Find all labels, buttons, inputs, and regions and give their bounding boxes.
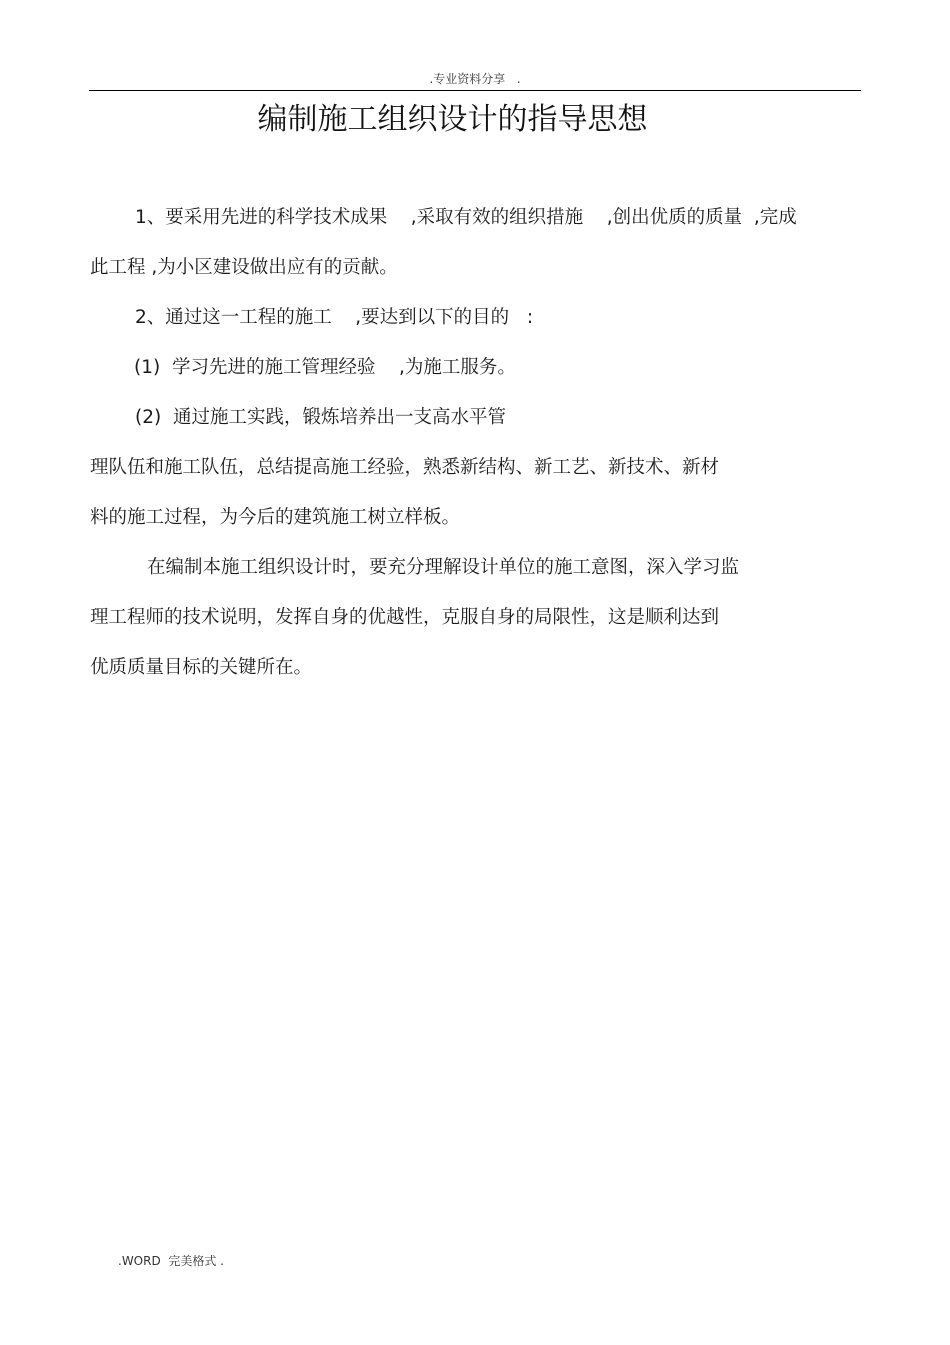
header-divider — [89, 90, 861, 91]
list-item-2-line-2: 理队伍和施工队伍，总结提高施工经验，熟悉新结构、新工艺、新技术、新材 — [90, 457, 720, 478]
paragraph-3-line-1: 在编制本施工组织设计时，要充分理解设计单位的施工意图，深入学习监 — [147, 557, 740, 578]
list-item-2-line-1: (2) 通过施工实践，锻炼培养出一支高水平管 — [135, 407, 506, 428]
paragraph-3-line-2: 理工程师的技术说明，发挥自身的优越性，克服自身的局限性，这是顺利达到 — [90, 607, 720, 628]
paragraph-1-line-1: 1、要采用先进的科学技术成果 ,采取有效的组织措施 ,创出优质的质量 ,完成 — [135, 207, 797, 228]
paragraph-1-line-2: 此工程 ,为小区建设做出应有的贡献。 — [90, 257, 398, 278]
page-header: .专业资料分享 . — [429, 72, 521, 86]
page-footer: .WORD 完美格式 . — [118, 1254, 224, 1268]
paragraph-3-line-3: 优质质量目标的关键所在。 — [90, 657, 313, 678]
list-item-2-line-3: 料的施工过程，为今后的建筑施工树立样板。 — [90, 507, 461, 528]
paragraph-2: 2、通过这一工程的施工 ,要达到以下的目的 : — [135, 307, 534, 328]
document-title: 编制施工组织设计的指导思想 — [257, 102, 648, 137]
list-item-1: (1) 学习先进的施工管理经验 ,为施工服务。 — [134, 357, 516, 378]
